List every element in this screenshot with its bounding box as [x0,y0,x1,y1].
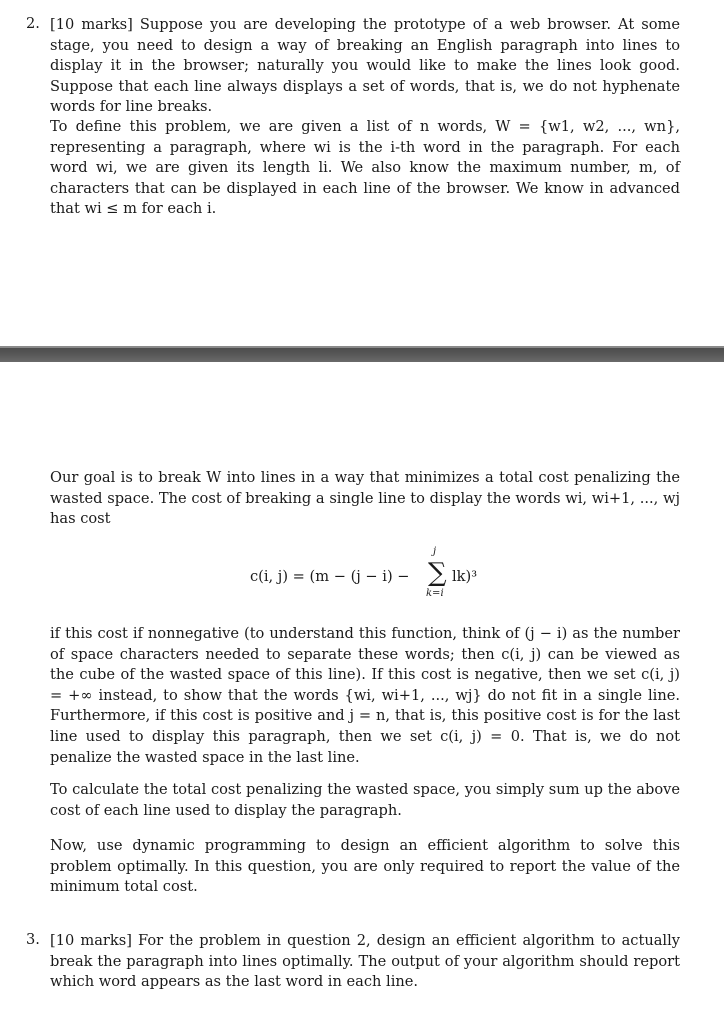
question-3-text: [10 marks] For the problem in question 2, design an efficient algorithm to actually break the paragraph into lines optimally. The output of your algorithm should report which word appears as the last word in each line. [50,932,680,991]
page-divider-bar [0,346,724,362]
cost-equation [0,546,724,612]
question-2-intro: [10 marks] Suppose you are developing the prototype of a web browser. At some stage, you need to design a way of breaking an English paragraph into lines to display it in the browser; naturally you would like to make the lines look good. Suppose that each line always displays a set of words, that is, we do not hyphenate words for line breaks. [50,16,680,116]
question-2-total-cost: To calculate the total cost penalizing the wasted space, you simply sum up the above cost of each line used to display the paragraph. [50,781,680,819]
sum-upper-limit: j [433,546,437,557]
summation-icon: ∑ [428,558,447,588]
question-2-definition: To define this problem, we are given a list of n words, W = {w1, w2, ..., wn}, representing a paragraph, where wi is the i-th word in the paragraph. For each word wi, we are given its length li. We also know the maximum number, m, of characters that can be displayed in each line of the browser. We know in advanced that wi ≤ m for each i. [50,118,680,218]
question-2-task: Now, use dynamic programming to design an efficient algorithm to solve this problem optimally. In this question, you are only required to report the value of the minimum total cost. [50,837,680,896]
equation-rhs: lk)³ [452,568,478,585]
question-2-cost-explanation: if this cost if nonnegative (to understand this function, think of (j − i) as the number of space characters needed to separate these words; then c(i, j) can be viewed as the cube of the wasted space of this line). If this cost is negative, then we set c(i, j) = +∞ instead, to show that the words {wi, wi+1, ..., wj} do not fit in a single line. Furthermore, if this cost is positive and j = n, that is, this positive cost is for the last line used to display this paragraph, then we set c(i, j) = 0. That is, we do not penalize the wasted space in the last line. [50,625,680,766]
sum-lower-limit: k=i [426,588,444,599]
question-3-number: 3. [26,931,40,948]
equation-lhs: c(i, j) = (m − (j − i) − [250,568,410,585]
question-2-number: 2. [26,15,40,32]
question-2-goal: Our goal is to break W into lines in a way that minimizes a total cost penalizing the wasted space. The cost of breaking a single line to display the words wi, wi+1, ..., wj has cost [50,469,680,528]
